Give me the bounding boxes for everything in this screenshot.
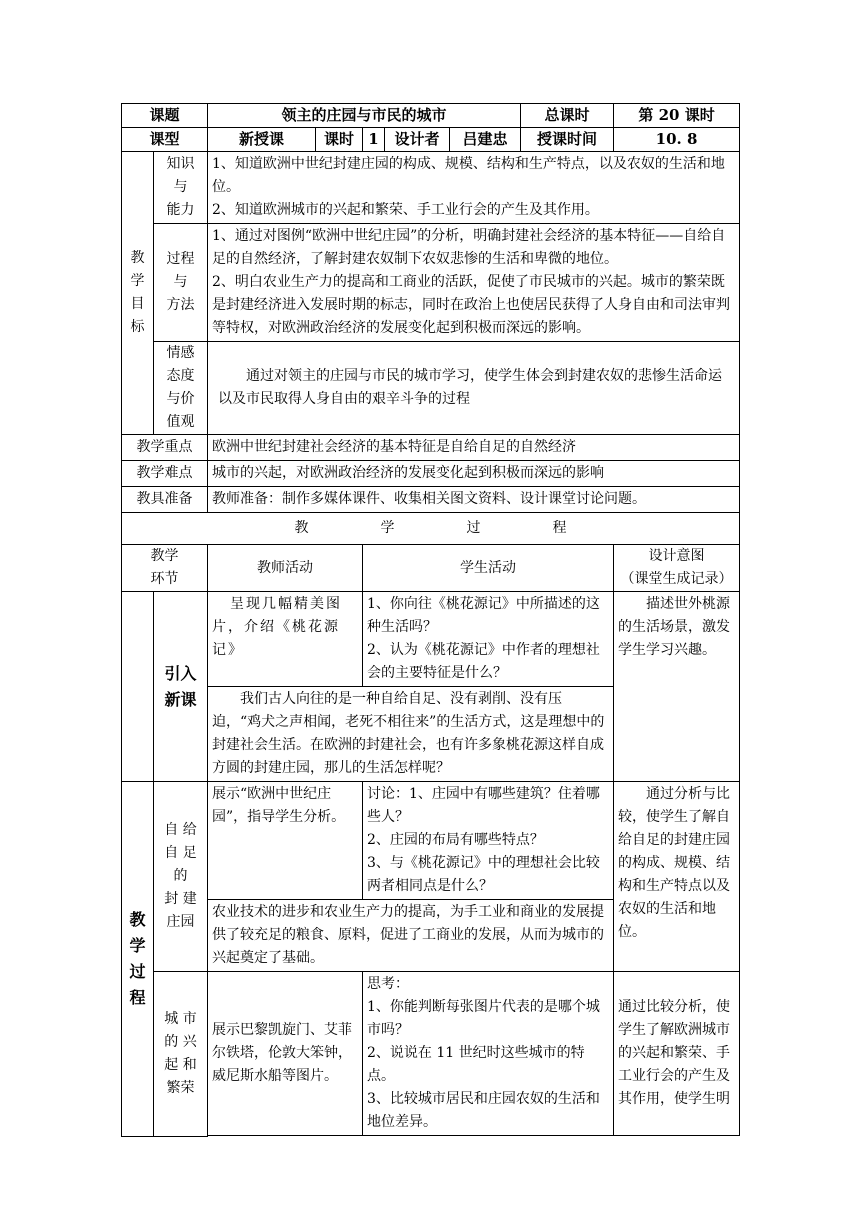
city-design-intent: 通过比较分析，使学生了解欧洲城市的兴起和繁荣、手工业行会的产生及其作用，使学生明 bbox=[614, 972, 740, 1136]
total-hours-label: 总课时 bbox=[521, 104, 614, 128]
city-label: 城 市 的 兴 起 和 繁荣 bbox=[154, 972, 208, 1137]
topic-label: 课题 bbox=[122, 104, 208, 128]
difficulty-label: 教学难点 bbox=[122, 461, 208, 487]
manor-student-activity: 讨论：1、庄园中有哪些建筑？住着哪些人？ 2、庄园的布局有哪些特点？ 3、与《桃花源记》中的理想社会比较两者相同点是什么？ bbox=[363, 782, 614, 900]
teaching-process-label: 教 学 过 程 bbox=[122, 782, 154, 1137]
intro-blank bbox=[122, 592, 154, 782]
lesson-plan-table bbox=[121, 103, 740, 1137]
period-label: 课时 bbox=[316, 128, 363, 152]
date-label: 授课时间 bbox=[521, 128, 614, 152]
manor-teacher-activity: 展示“欧洲中世纪庄园”，指导学生分析。 bbox=[208, 782, 363, 900]
city-student-activity: 思考： 1、你能判断每张图片代表的是哪个城市吗？ 2、说说在 11 世纪时这些城市的特点。 3、比较城市居民和庄园农奴的生活和地位差异。 bbox=[363, 972, 614, 1136]
type-label: 课型 bbox=[122, 128, 208, 152]
knowledge-label: 知识 与 能力 bbox=[154, 152, 208, 224]
key-point-label: 教学重点 bbox=[122, 435, 208, 461]
student-column-header: 学生活动 bbox=[363, 545, 614, 592]
design-column-header: 设计意图 （课堂生成记录） bbox=[614, 545, 740, 592]
total-hours-value: 第 20 课时 bbox=[614, 104, 740, 128]
intro-student-activity: 1、你向往《桃花源记》中所描述的这种生活吗？ 2、认为《桃花源记》中作者的理想社会的主要特征是什么？ bbox=[363, 592, 614, 687]
manor-label: 自 给 自 足 的 封 建 庄园 bbox=[154, 782, 208, 972]
type-value: 新授课 bbox=[208, 128, 316, 152]
difficulty-text: 城市的兴起，对欧洲政治经济的发展变化起到积极而深远的影响 bbox=[208, 461, 740, 487]
manor-summary: 农业技术的进步和农业生产力的提高，为手工业和商业的发展提供了较充足的粮食、原料，促进了工商业的发展，从而为城市的兴起奠定了基础。 bbox=[208, 900, 614, 972]
intro-teacher-activity: 呈现几幅精美图片，介绍《桃花源记》 bbox=[208, 592, 363, 687]
period-value: 1 bbox=[363, 128, 385, 152]
process-method-text: 1、通过对图例“欧洲中世纪庄园”的分析，明确封建社会经济的基本特征——自给自足的自然经济，了解封建农奴制下农奴悲惨的生活和卑微的地位。 2、明白农业生产力的提高和工商业的活跃，促使了市民城市的兴起。城市的繁荣既是封建经济进入发展时期的标志，同时在政治上也使居民获得了人身自由和司法审判等特权，对欧洲政治经济的发展变化起到积极而深远的影响。 bbox=[208, 224, 740, 342]
process-title: 教 学 过 程 bbox=[122, 513, 740, 545]
designer-label: 设计者 bbox=[385, 128, 450, 152]
materials-text: 教师准备：制作多媒体课件、收集相关图文资料、设计课堂讨论问题。 bbox=[208, 487, 740, 513]
intro-design-intent: 描述世外桃源的生活场景，激发学生学习兴趣。 bbox=[614, 592, 740, 782]
city-teacher-activity: 展示巴黎凯旋门、艾菲尔铁塔，伦敦大笨钟，威尼斯水船等图片。 bbox=[208, 972, 363, 1136]
table-end-spacer bbox=[208, 1136, 740, 1137]
topic-value: 领主的庄园与市民的城市 bbox=[208, 104, 521, 128]
emotion-text: 通过对领主的庄园与市民的城市学习，使学生体会到封建农奴的悲惨生活命运以及市民取得人身自由的艰辛斗争的过程 bbox=[208, 342, 740, 435]
stage-column-header: 教学 环节 bbox=[122, 545, 208, 592]
intro-label: 引入 新课 bbox=[154, 592, 208, 782]
objectives-label: 教 学 目 标 bbox=[122, 152, 154, 435]
intro-summary: 我们古人向往的是一种自给自足、没有剥削、没有压迫，“鸡犬之声相闻，老死不相往来”的生活方式，这是理想中的封建社会生活。在欧洲的封建社会，也有许多象桃花源这样自成方圆的封建庄园，那儿的生活怎样呢？ bbox=[208, 687, 614, 782]
manor-design-intent: 通过分析与比较，使学生了解自给自足的封建庄园的构成、规模、结构和生产特点以及农奴的生活和地位。 bbox=[614, 782, 740, 972]
materials-label: 教具准备 bbox=[122, 487, 208, 513]
teacher-column-header: 教师活动 bbox=[208, 545, 363, 592]
process-method-label: 过程 与 方法 bbox=[154, 224, 208, 342]
date-value: 10. 8 bbox=[614, 128, 740, 152]
emotion-label: 情感 态度 与价 值观 bbox=[154, 342, 208, 435]
knowledge-text: 1、知道欧洲中世纪封建庄园的构成、规模、结构和生产特点，以及农奴的生活和地位。 2、知道欧洲城市的兴起和繁荣、手工业行会的产生及其作用。 bbox=[208, 152, 740, 224]
key-point-text: 欧洲中世纪封建社会经济的基本特征是自给自足的自然经济 bbox=[208, 435, 740, 461]
designer-value: 吕建忠 bbox=[450, 128, 521, 152]
